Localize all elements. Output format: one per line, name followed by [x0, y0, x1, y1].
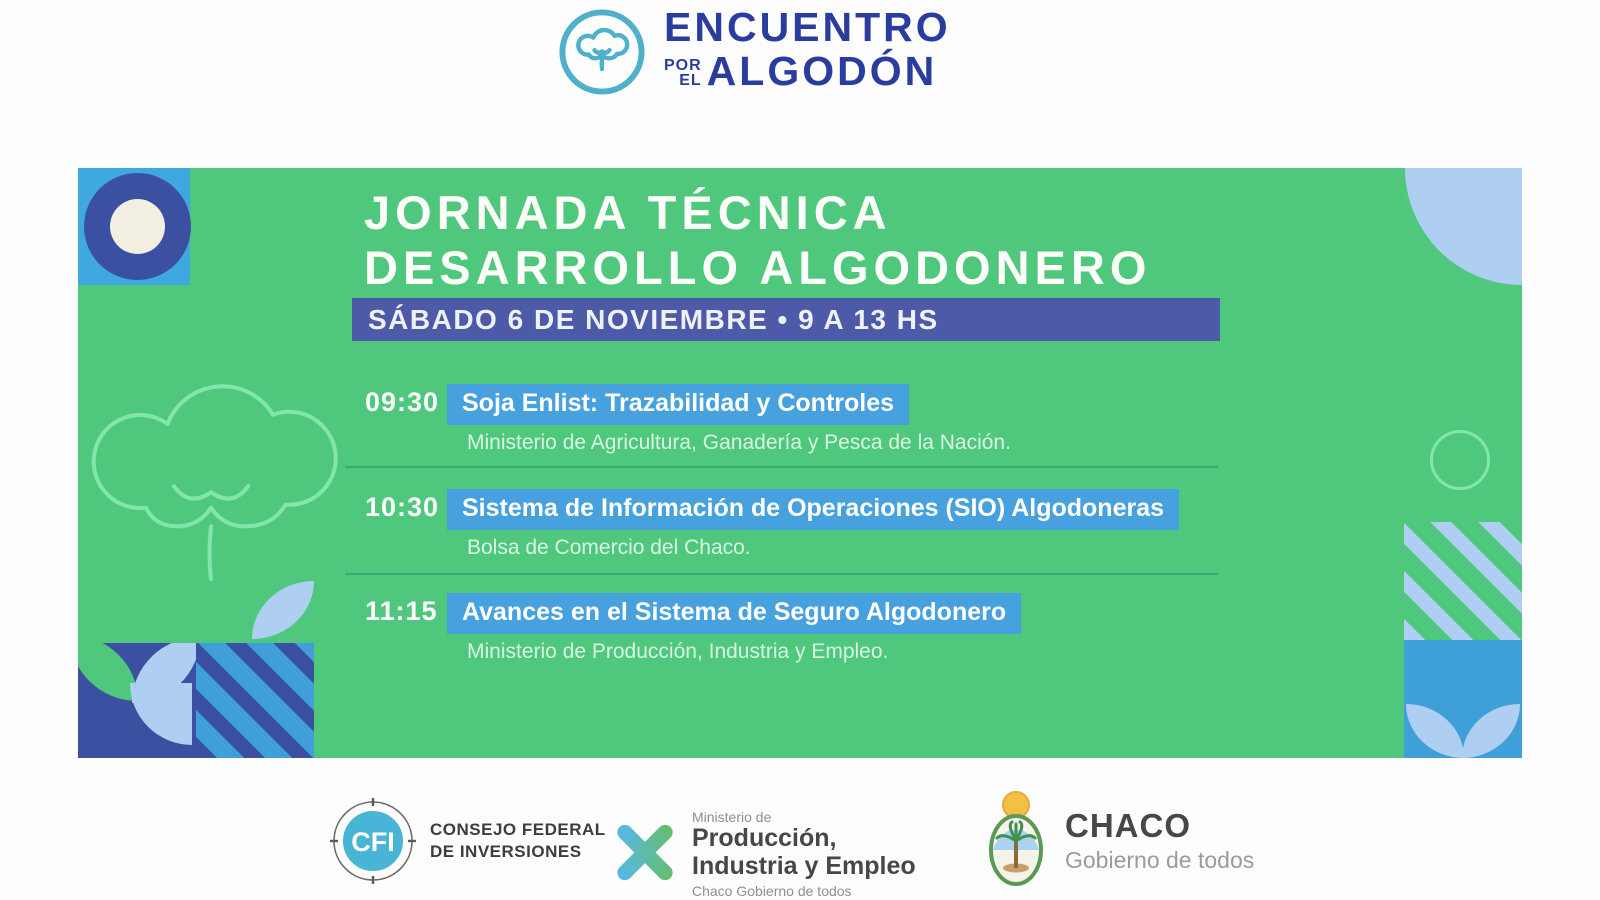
chaco-name: CHACO: [1065, 806, 1191, 844]
header-brand: [556, 6, 951, 98]
wordmark-algodon: ALGODÓN: [706, 48, 938, 95]
ministerio-line1: Producción,: [692, 824, 837, 852]
cotton-outline-decoration: [78, 296, 366, 676]
square-decoration-bottomleft: [78, 643, 196, 758]
session-title: Sistema de Información de Operaciones (SIO) Algodoneras: [447, 489, 1179, 530]
outlined-circle-decoration: [1430, 430, 1490, 490]
square-decoration-bottomright: [1404, 640, 1522, 758]
chaco-logo: [985, 788, 1254, 892]
leaf-decoration: [1406, 704, 1464, 758]
wordmark-por-el: POR EL: [664, 56, 702, 89]
time-label: 11:15: [365, 596, 438, 626]
time-label: 09:30: [365, 387, 440, 417]
leaf-decoration: [78, 643, 138, 701]
event-card: [78, 168, 1522, 758]
date-banner: SÁBADO 6 DE NOVIEMBRE • 9 A 13 HS: [352, 298, 1220, 341]
chaco-x-icon: [612, 819, 678, 885]
session-speaker: Ministerio de Agricultura, Ganadería y Pesca de la Nación.: [467, 431, 1011, 454]
striped-square-decoration: [196, 643, 314, 758]
square-decoration-topleft: [78, 168, 190, 285]
cfi-name: CONSEJO FEDERAL DE INVERSIONES: [430, 819, 606, 861]
brand-wordmark: [664, 4, 951, 95]
quarter-circle-decoration-topright: [1405, 168, 1522, 285]
circle-inner-decoration: [110, 199, 165, 254]
divider: [345, 573, 1218, 575]
divider: [345, 466, 1218, 468]
circle-decoration: [84, 173, 191, 280]
session-title: Soja Enlist: Trazabilidad y Controles: [447, 384, 909, 425]
page-title: [364, 186, 1151, 296]
session-speaker: Ministerio de Producción, Industria y Empleo.: [467, 640, 889, 663]
quarter-circle-decoration: [130, 683, 192, 745]
ministerio-text: [692, 809, 916, 899]
title-line-1: JORNADA TÉCNICA: [364, 186, 892, 239]
time-label: 10:30: [365, 492, 440, 522]
ministerio-logo: [612, 795, 916, 899]
ministerio-pre: Ministerio de: [692, 809, 772, 825]
chaco-text: [1065, 807, 1254, 874]
session-speaker: Bolsa de Comercio del Chaco.: [467, 536, 751, 559]
cfi-compass-icon: [330, 798, 416, 884]
leaf-decoration: [1462, 704, 1520, 758]
cfi-acronym: CFI: [351, 827, 395, 857]
session-title: Avances en el Sistema de Seguro Algodonero: [447, 593, 1021, 634]
cfi-logo: [330, 798, 606, 884]
chaco-sub: Gobierno de todos: [1065, 846, 1255, 873]
wordmark-encuentro: ENCUENTRO: [664, 4, 951, 50]
chaco-coat-of-arms-icon: [985, 788, 1047, 892]
cotton-boll-icon: [556, 6, 648, 98]
striped-square-decoration-right: [1404, 522, 1522, 640]
ministerio-sub: Chaco Gobierno de todos: [692, 883, 852, 899]
ministerio-line2: Industria y Empleo: [692, 851, 916, 880]
title-line-2: DESARROLLO ALGODONERO: [364, 240, 1152, 294]
